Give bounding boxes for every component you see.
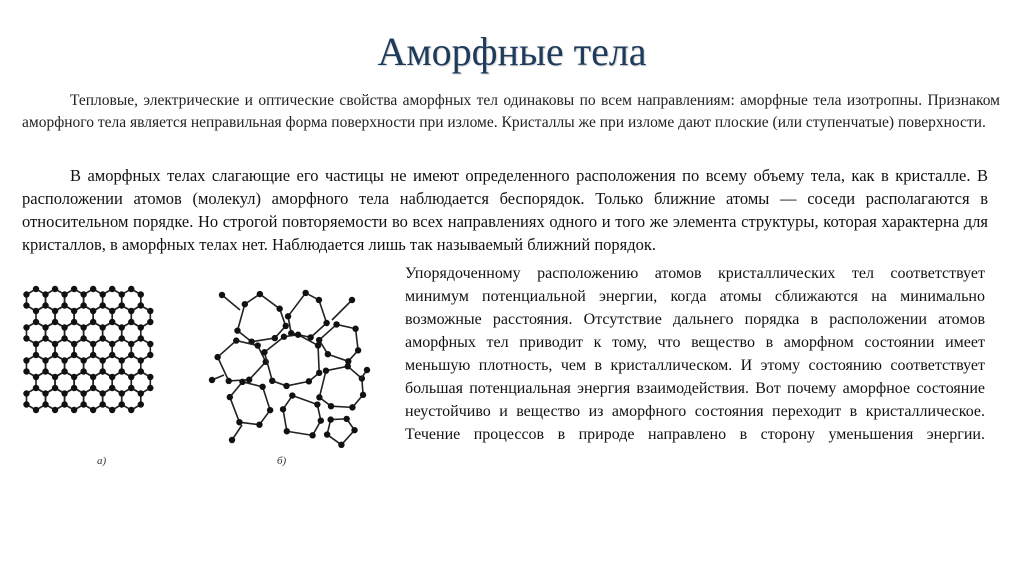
atom: [306, 378, 312, 384]
bond: [287, 431, 313, 435]
atom: [284, 428, 290, 434]
atom: [229, 437, 235, 443]
atom: [283, 323, 289, 329]
atom: [209, 377, 215, 383]
atom: [90, 341, 96, 347]
atom: [23, 291, 29, 297]
atom: [33, 341, 39, 347]
atom: [343, 416, 349, 422]
bond: [332, 300, 352, 320]
atom: [351, 427, 357, 433]
atom: [267, 407, 273, 413]
atom: [33, 385, 39, 391]
atom: [349, 297, 355, 303]
bond: [283, 409, 287, 431]
atom: [119, 368, 125, 374]
atom: [333, 321, 339, 327]
atom: [42, 302, 48, 308]
atom: [61, 401, 67, 407]
atom: [52, 407, 58, 413]
atom: [23, 357, 29, 363]
atom: [80, 335, 86, 341]
atom: [349, 404, 355, 410]
bond: [230, 397, 240, 422]
bond: [288, 293, 306, 316]
atom: [128, 341, 134, 347]
atom: [119, 302, 125, 308]
atom: [352, 326, 358, 332]
atom: [33, 286, 39, 292]
atom: [138, 390, 144, 396]
atom: [42, 335, 48, 341]
atom: [119, 390, 125, 396]
atom: [23, 401, 29, 407]
bond: [292, 396, 317, 405]
atom: [119, 357, 125, 363]
paragraph-short-range-order: В аморфных телах слагающие его частицы не имеют определенного расположения по всему объему тела, как в кристалле. В расположении атомов (молекул) аморфного тела наблюдается беспорядок. Только ближние атомы — соседи располагаются в относительном порядке. Но строгой повторяемости во всех направлениях одного и того же элемента структуры, которая характерна для кристаллов, в аморфных телах нет. Наблюдается лишь так называемый ближний порядок.: [22, 166, 988, 254]
atom: [71, 308, 77, 314]
atom: [109, 352, 115, 358]
amorphous-network-diagram: [202, 280, 377, 455]
atom: [316, 370, 322, 376]
atom: [109, 319, 115, 325]
atom: [227, 394, 233, 400]
atom: [23, 335, 29, 341]
atom: [316, 394, 322, 400]
atom: [239, 379, 245, 385]
atom: [90, 352, 96, 358]
atom: [128, 286, 134, 292]
atom: [283, 383, 289, 389]
atom: [71, 352, 77, 358]
atom: [318, 417, 324, 423]
atom: [138, 357, 144, 363]
atom: [52, 308, 58, 314]
atom: [316, 297, 322, 303]
bond: [222, 295, 240, 310]
figure-label-b: б): [277, 455, 287, 467]
atom: [80, 302, 86, 308]
atom: [33, 308, 39, 314]
atom: [80, 390, 86, 396]
atom: [147, 319, 153, 325]
atom: [246, 377, 252, 383]
bond: [319, 300, 327, 323]
atom: [269, 378, 275, 384]
atom: [42, 291, 48, 297]
atom: [254, 342, 260, 348]
atom: [138, 368, 144, 374]
bond: [249, 362, 266, 380]
atom: [61, 302, 67, 308]
atom: [276, 306, 282, 312]
atom: [323, 320, 329, 326]
atom: [23, 324, 29, 330]
atom: [338, 442, 344, 448]
atom: [52, 319, 58, 325]
atom: [109, 341, 115, 347]
atom: [61, 324, 67, 330]
atom: [242, 301, 248, 307]
atom: [52, 374, 58, 380]
atom: [71, 341, 77, 347]
atom: [52, 352, 58, 358]
atom: [328, 403, 334, 409]
bond: [318, 345, 319, 372]
atom: [119, 401, 125, 407]
atom: [325, 351, 331, 357]
atom: [109, 308, 115, 314]
atom: [315, 342, 321, 348]
atom: [61, 291, 67, 297]
atom: [323, 367, 329, 373]
atom: [345, 363, 351, 369]
atom: [42, 357, 48, 363]
bond: [252, 338, 275, 342]
atom: [138, 302, 144, 308]
structure-figure: [22, 280, 382, 480]
atom: [128, 352, 134, 358]
atom: [71, 407, 77, 413]
bond: [356, 329, 359, 351]
atom: [90, 319, 96, 325]
atom: [147, 385, 153, 391]
atom: [80, 368, 86, 374]
atom: [119, 324, 125, 330]
atom: [99, 390, 105, 396]
atom: [99, 335, 105, 341]
atom: [147, 352, 153, 358]
atom: [42, 390, 48, 396]
atom: [99, 324, 105, 330]
atom: [90, 407, 96, 413]
atom: [99, 291, 105, 297]
atom: [80, 324, 86, 330]
atom: [272, 335, 278, 341]
atom: [324, 431, 330, 437]
atom: [80, 291, 86, 297]
atom: [128, 319, 134, 325]
atom: [138, 401, 144, 407]
atom: [109, 385, 115, 391]
atom: [119, 291, 125, 297]
atom: [285, 313, 291, 319]
atom: [138, 324, 144, 330]
atom: [109, 407, 115, 413]
atom: [119, 335, 125, 341]
atom: [234, 327, 240, 333]
atom: [90, 308, 96, 314]
figure-label-a: а): [97, 455, 107, 467]
atom: [23, 368, 29, 374]
atom: [128, 374, 134, 380]
atom: [99, 302, 105, 308]
atom: [42, 368, 48, 374]
atom: [90, 374, 96, 380]
atom: [355, 347, 361, 353]
atom: [61, 357, 67, 363]
atom: [128, 407, 134, 413]
atom: [71, 286, 77, 292]
atom: [42, 324, 48, 330]
atom: [99, 357, 105, 363]
bond: [260, 294, 280, 309]
atom: [316, 337, 322, 343]
atom: [259, 384, 265, 390]
bond: [331, 406, 352, 407]
atom: [309, 432, 315, 438]
atom: [261, 349, 267, 355]
bond: [326, 366, 348, 370]
atom: [33, 407, 39, 413]
atom: [257, 291, 263, 297]
atom: [109, 374, 115, 380]
atom: [128, 385, 134, 391]
atom: [61, 368, 67, 374]
atom: [256, 421, 262, 427]
atom: [99, 368, 105, 374]
atom: [99, 401, 105, 407]
atom: [360, 392, 366, 398]
atom: [80, 401, 86, 407]
bond: [218, 341, 237, 358]
atom: [80, 357, 86, 363]
atom: [233, 337, 239, 343]
bond: [263, 387, 271, 410]
atom: [52, 286, 58, 292]
atom: [295, 332, 301, 338]
atom: [138, 335, 144, 341]
atom: [61, 335, 67, 341]
atom: [219, 292, 225, 298]
atom: [314, 401, 320, 407]
bond: [328, 354, 348, 361]
atom: [61, 390, 67, 396]
atom: [128, 308, 134, 314]
atom: [52, 341, 58, 347]
atom: [71, 385, 77, 391]
page-title: Аморфные тела: [377, 29, 647, 74]
atom: [280, 406, 286, 412]
atom: [109, 286, 115, 292]
atom: [147, 374, 153, 380]
crystal-lattice-diagram: [22, 280, 192, 450]
atom: [147, 308, 153, 314]
atom: [33, 352, 39, 358]
atom: [302, 290, 308, 296]
atom: [364, 367, 370, 373]
atom: [289, 392, 295, 398]
atom: [236, 419, 242, 425]
atom: [42, 401, 48, 407]
atom: [138, 291, 144, 297]
atom: [90, 286, 96, 292]
paragraph-energy: Упорядоченному расположению атомов кристаллических тел соответствует минимум потенциальной энергии, когда атомы сближаются на минимально возможные расстояния. Отсутствие дальнего порядка в расположении атомов аморфных тел приводит к тому, что вещество в аморфном состоянии имеет меньшую плотность, чем в кристаллическом. И этому состоянию соответствует большая потенциальная энергия взаимодействия. Вот почему аморфное состояние неустойчиво и вещество из аморфного состояния переходит в кристаллическое. Течение процессов в природе направлено в сторону уменьшения энергии.: [405, 265, 985, 443]
atom: [33, 319, 39, 325]
atom: [327, 416, 333, 422]
atom: [281, 334, 287, 340]
atom: [214, 354, 220, 360]
atom: [23, 390, 29, 396]
paragraph-isotropy: Тепловые, электрические и оптические свойства аморфных тел одинаковы по всем направлениям: аморфные тела изотропны. Признаком аморфного тела является неправильная форма поверхности при изломе. Кристаллы же при изломе дают плоские (или ступенчатые) поверхности.: [22, 92, 1000, 131]
atom: [71, 374, 77, 380]
atom: [147, 341, 153, 347]
atom: [52, 385, 58, 391]
atom: [90, 385, 96, 391]
atom: [33, 374, 39, 380]
bond: [287, 381, 309, 386]
atom: [23, 302, 29, 308]
atom: [226, 378, 232, 384]
atom: [71, 319, 77, 325]
bond: [264, 352, 272, 381]
